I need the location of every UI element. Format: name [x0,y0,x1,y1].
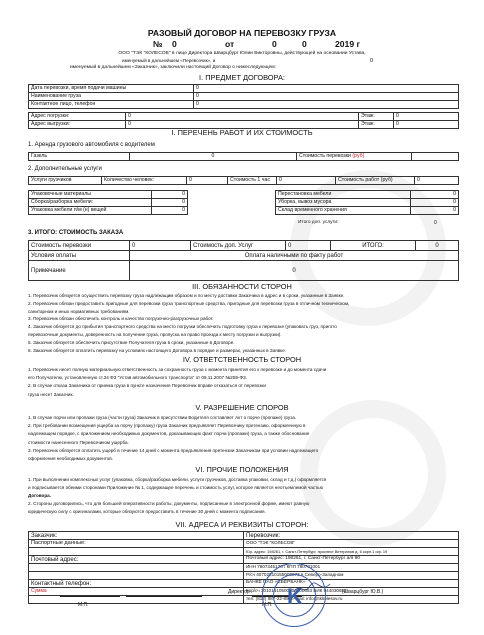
resp-line: 1. Перевозчик несет полную материальную ответственность за сохранность груза с момента принятия его к перевозке и до момента сдачи [28,367,327,372]
subject-table [28,84,459,109]
carrier-row-2: Почтовый адрес: 198261, г. Санкт-Петербург а/я 90 [244,556,459,564]
service-right-0-label: Перестановка мебели [276,191,411,199]
service-left-2-label: Упаковка мебели п/м (н) вещей [29,207,152,215]
services-right-table [275,190,459,215]
disputes-block [28,415,468,464]
duty-line: 5. Заказчик обязуется обеспечить присутствие Получателя груза в сроки, указанные в Договоре. [28,339,235,345]
contract-title: РАЗОВЫЙ ДОГОВОР НА ПЕРЕВОЗКУ ГРУЗА [147,28,337,38]
other-block [28,477,468,517]
service-left-1-value[interactable]: 0 [152,199,188,207]
carrier-mp: М.П. [262,602,273,608]
unload-address-label: Адрес выгрузки: [29,121,126,129]
load-floor-value[interactable]: 0 [394,113,459,121]
contract-number[interactable]: 0 [172,39,177,49]
truck-cost-mark: (руб) [352,152,365,159]
carrier-row-5: БАНКЕ ПАО «СБЕРБАНК» [244,580,459,588]
truck-table [28,152,459,161]
total-table [28,240,459,281]
parties-line-3: именуемый в дальнейшем «Заказчик», заключили настоящий Договор о нижеследующем: [70,65,276,70]
works-item-3: 3. ИТОГО: СТОИМОСТЬ ЗАКАЗА [28,230,124,236]
truck-cost-label [297,153,412,161]
duty-line: 3. Перевозчик обязан обеспечить контроль и качество погрузочно-разгрузочных работ. [28,316,214,322]
other-line: 1. При выполнении комплексных услуг (упаковка, сборка/разборка мебели, услуги грузчиков, доставка упаковки, склад и т.д.) оформляется [28,477,327,482]
loaders-count-label: Количество человек: [102,177,187,185]
duty-line: 1. Перевозчик обязуется осуществить перевозку груза надлежащим образом и по месту доставки Заказчика в адрес и в сроки, указанные в Заявке. [28,293,345,298]
service-right-2-value[interactable]: 0 [411,207,459,215]
service-right-0-value[interactable]: 0 [411,191,459,199]
works-item-2: 2. Дополнительные услуги [28,166,102,172]
loaders-count-value[interactable]: 0 [187,177,228,185]
load-address-label: Адрес погрузки: [29,113,126,121]
director-signature [292,580,332,598]
services-left-table [28,190,188,215]
responsibility-block [28,367,468,400]
subject-cargo-label: Наименование груза [29,93,194,101]
dispute-line: оформления необходимых документов. [28,455,113,461]
section-disputes-title: V. РАЗРЕШЕНИЕ СПОРОВ [195,403,289,412]
section-subject-title: I. ПРЕДМЕТ ДОГОВОРА: [199,73,285,82]
service-left-2-value[interactable]: 0 [152,207,188,215]
other-line: Договора. [28,493,52,498]
duty-line: 4. Заказчик обязуется до прибытия транспортного средства на место погрузки обеспечить подготовку груза к перевозке (упаковать груз, пригото [28,324,337,330]
note-label: Примечание [29,261,130,281]
truck-label: Газель [29,153,130,161]
truck-value[interactable]: 0 [130,153,297,161]
dispute-line: 2. При требовании возмещения ущерба за порчу (пропажу) груза Заказчик предъявляет Перевозчику претензию, оформленную в [28,423,306,429]
resp-line: груза несет Заказчик. [28,391,74,397]
dispute-line: надлежащем порядке, с приложением необходимых документов, доказывающих факт порчи (пропажи) груза, а также обоснование [28,431,310,437]
contract-year[interactable]: 2019 г [335,39,361,49]
subject-date-value[interactable]: 0 [194,85,459,93]
total-itogo-label: ИТОГО: [331,241,416,251]
resp-line: 2. В случае отказа Заказчика от приема груза в пункте назначения Перевозчик вправе отказаться от перевозки [28,383,266,389]
customer-name-line[interactable] [126,596,202,597]
works-cost-value[interactable]: 0 [415,177,459,185]
unload-floor-label: Этаж: [359,121,394,129]
section-works-title: I. ПЕРЕЧЕНЬ РАБОТ И ИХ СТОИМОСТЬ [171,128,313,137]
other-line: и подписывается обеими сторонами Приложение № 1, содержащее перечень и стоимость услуг, которое является неотъемлемой частью [28,485,324,490]
contract-date-from: от [225,39,235,49]
duty-line: 2. Перевозчик обязан предоставить пригодные для перевозки груза транспортные средства, пригодные для перевозки груза в отличном техническом, [28,300,350,306]
service-right-1-value[interactable]: 0 [411,199,459,207]
duty-line: 6. Заказчик обязуется оплатить перевозку на условиях настоящего Договора в порядке и размерах, указанных в Заявке. [28,347,287,353]
service-right-2-label: Склад временного хранения [276,207,411,215]
hour-cost-label: Стоимость 1 час [228,177,277,185]
note-value[interactable]: 0 [130,261,459,281]
duty-line: перевозочные документы, доверенность на получение груза, пропуска на право проезда к месту погрузки и выгрузки). [28,331,282,337]
carrier-row-4: Р/сч 40702810155000073 в Северо-Западном [244,572,459,580]
section-requisites-title: VII. АДРЕСА И РЕКВИЗИТЫ СТОРОН: [175,520,309,529]
section-other-title: VI. ПРОЧИЕ ПОЛОЖЕНИЯ [195,465,289,474]
subject-date-label: Дата перевозки, время подачи машины [29,85,194,93]
customer-row-4[interactable] [29,572,244,580]
carrier-row-6: Кор/сч 30101810500000000653 БИК 044030653 [244,588,459,596]
customer-title: Заказчик: [29,532,244,540]
parties-line-2-value[interactable]: 0 [370,58,374,64]
parties-line-1: ООО "ТЭК "КОЛЕСОВ" в лице Директора Шварцбург Юлии Викторовны, действующей на основании Устава, [118,51,366,56]
carrier-row-7: тел. (812) 987-22-89, e-mail: info@tkkolesov.ru [244,596,459,604]
section-responsibility-title: IV. ОТВЕТСТВЕННОСТЬ СТОРОН [182,355,302,364]
carrier-row-0: ООО "ТЭК "КОЛЕСОВ" [244,540,459,548]
customer-row-5[interactable]: Контактный телефон: [29,580,244,588]
director-name: (Шварцбург Ю.В.) [342,589,384,595]
total-itogo-value[interactable]: 0 [416,241,459,251]
payment-label: Условия оплаты [29,251,130,261]
resp-line: его Получателю, установленную ст.34 ФЗ "Устав автомобильного транспорта" от 08.11.2007 №259-ФЗ. [28,375,248,381]
load-floor-label: Этаж: [359,113,394,121]
total-cost-value[interactable]: 0 [130,241,191,251]
truck-cost-text: Стоимость перевозки [299,152,351,159]
total-dop-label: Итого доп. услуги: [298,220,339,225]
duties-block [28,293,468,355]
contract-number-label: № [153,39,163,49]
total-dop-value-cell[interactable]: 0 [286,241,331,251]
unload-address-value[interactable]: 0 [126,121,359,129]
unload-floor-value[interactable]: 0 [394,121,459,129]
works-item-1: 1. Аренда грузового автомобиля с водителем [28,142,155,148]
other-line: юридическую силу с оригиналами, которые обязуются предоставить в течение 30 дней с момента подписания. [28,509,266,514]
section-duties-title: III. ОБЯЗАННОСТИ СТОРОН [192,282,292,291]
total-dop-label-cell: Стоимость доп. Услуг [191,241,286,251]
total-dop-value[interactable]: 0 [434,220,437,226]
customer-sum-mark: Сумма [31,587,47,594]
carrier-row-1: Юр. адрес: 198261, г. Санкт-Петербург, проспект Ветеранов д. 6 корп.1 оф. 19 [244,548,459,556]
contract-day[interactable]: 0 [272,39,277,49]
subject-contact-label: Контактное лицо, телефон [29,101,194,109]
customer-row-6[interactable] [29,588,244,596]
service-right-1-label: Уборка, вывоз мусора [276,199,411,207]
customer-mp: М.П. [78,602,89,608]
carrier-row-3: ИНН 7807345170 / КПП 780701001 [244,564,459,572]
customer-signature-line[interactable] [60,596,120,597]
parties-line-2: именуемый в дальнейшем «Перевозчик», и [122,58,216,63]
hour-cost-value[interactable]: 0 [277,177,336,185]
director-label: Директор [228,589,250,595]
duty-line: санитарном и иных нормативных требованиям. [28,308,130,314]
dispute-line: стоимости нанесенного Перевозчиком ущерба. [28,439,129,445]
service-left-0-value[interactable]: 0 [152,191,188,199]
other-line: 2. Стороны договорились, что для большей оперативности работы, документы, подписанные в электронной форме, имеют равную [28,501,310,506]
dispute-line: 3. Перевозчик обязуется оплатить ущерб в течение 14 дней с момента предъявления претензии Заказчиком при условии надлежащего [28,447,319,453]
service-left-1-label: Сборка/разборка мебели: [29,199,152,207]
service-left-0-label: Упаковочные материалы [29,191,152,199]
services-head-table [28,176,459,185]
dispute-line: 1. В случае порчи или пропажи груза (части груза) Заказчик в присутствии Водителя составляет Акт о порче (пропаже) груза. [28,415,297,420]
customer-row-1[interactable] [29,548,244,556]
customer-row-3[interactable] [29,564,244,572]
contract-month[interactable]: 0 [302,39,307,49]
loaders-label: Услуги грузчиков [29,177,102,185]
subject-contact-value[interactable]: 0 [194,101,459,109]
load-address-value[interactable]: 0 [126,113,359,121]
customer-row-2[interactable]: Почтовый адрес: [29,556,244,564]
carrier-title: Перевозчик: [244,532,459,540]
works-cost-label: Стоимость работ (руб) [336,177,415,185]
address-table [28,112,459,129]
total-cost-label: Стоимость перевозки [29,241,130,251]
customer-row-0[interactable]: Паспортные данные: [29,540,244,548]
subject-cargo-value[interactable]: 0 [194,93,459,101]
truck-cost-value[interactable] [412,153,459,161]
stamp-logo-letter: K [287,584,303,609]
payment-value[interactable]: Оплата наличными по факту работ [130,251,459,261]
